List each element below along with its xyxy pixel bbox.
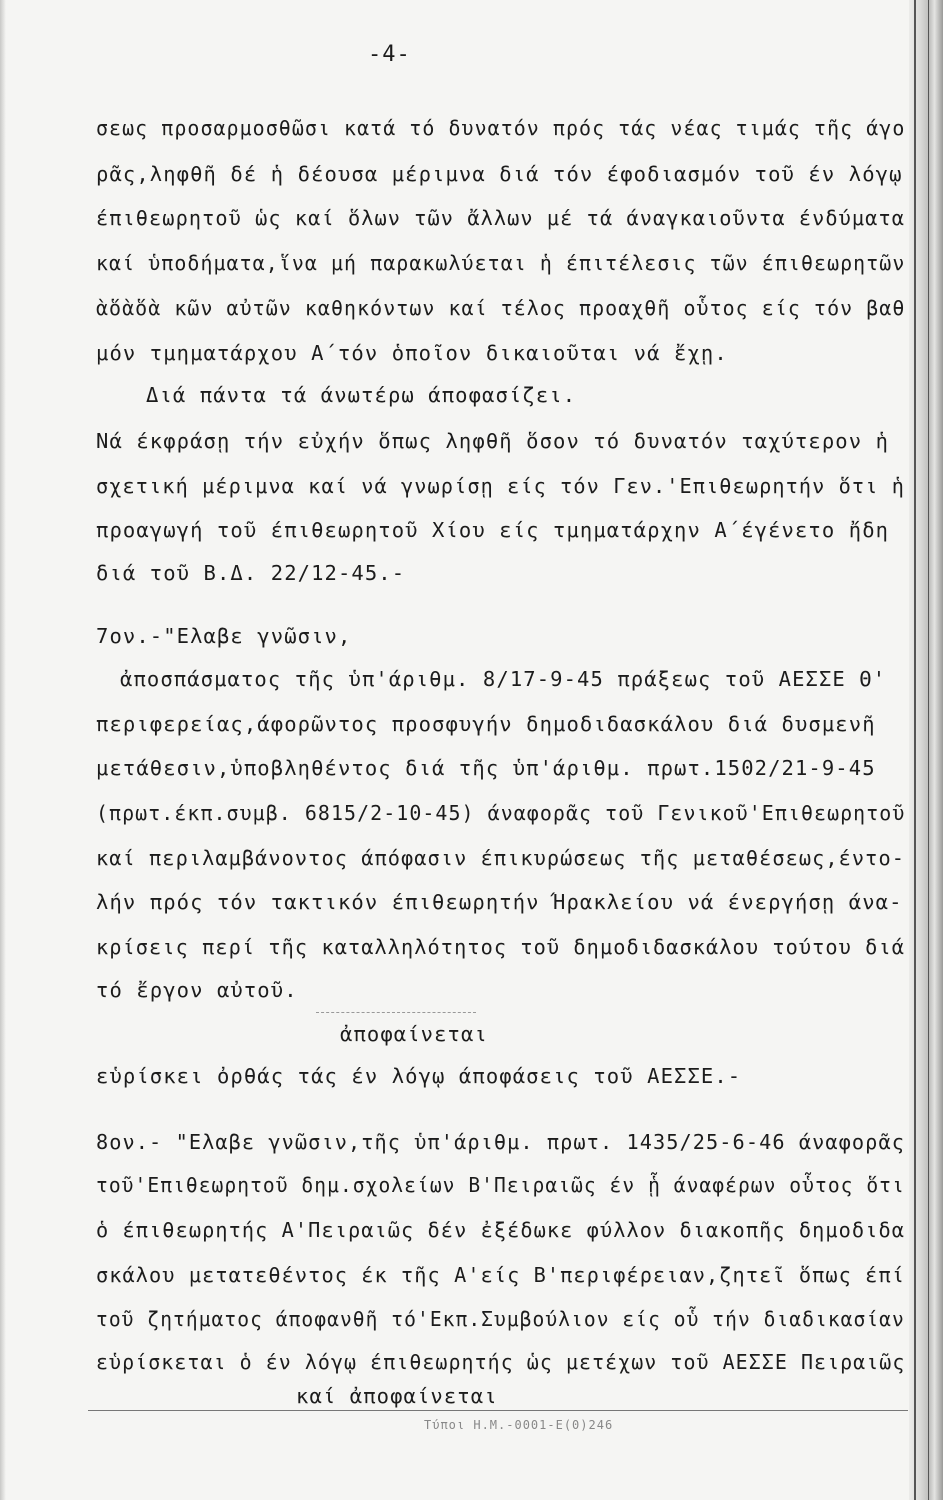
text-line: καί περιλαμβάνοντος άπόφασιν έπικυρώσεως τῆς μεταθέσεως,έντο- (96, 846, 905, 870)
text-line: μετάθεσιν,ὑποβληθέντος διά τῆς ὑπ'άριθμ. πρωτ.1502/21-9-45 (96, 756, 876, 780)
text-line: ρᾶς,ληφθῆ δέ ἡ δέουσα μέριμνα διά τόν έφοδιασμόν τοῦ έν λόγῳ (96, 162, 903, 186)
text-line: ἀποσπάσματος τῆς ὑπ'άριθμ. 8/17-9-45 πράξεως τοῦ ΑΕΣΣΕ Θ' (120, 667, 887, 691)
text-line: λήν πρός τόν τακτικόν έπιθεωρητήν Ήρακλείου νά ένεργήσῃ άνα- (96, 890, 903, 914)
text-line: καί ὑποδήματα,ἵνα μή παρακωλύεται ἡ έπιτέλεσις τῶν έπιθεωρητῶν (96, 251, 906, 275)
page-number: -4- (368, 42, 411, 67)
text-line: εὑρίσκεται ὁ έν λόγῳ έπιθεωρητής ὡς μετέχων τοῦ ΑΕΣΣΕ Πειραιῶς (96, 1350, 906, 1374)
text-line: περιφερείας,άφορῶντος προσφυγήν δημοδιδασκάλου διά δυσμενῆ (96, 712, 876, 736)
text-line: σκάλου μετατεθέντος έκ τῆς Α'είς Β'περιφέρειαν,ζητεῖ ὅπως έπί (96, 1263, 905, 1287)
heading-rule (316, 1012, 476, 1013)
text-line: τοῦ'Επιθεωρητοῦ δημ.σχολείων Β'Πειραιῶς έν ᾗ άναφέρων οὗτος ὅτι (96, 1173, 905, 1197)
text-line: κρίσεις περί τῆς καταλληλότητος τοῦ δημοδιδασκάλου τούτου διά (96, 935, 905, 959)
text-line: διά τοῦ Β.Δ. 22/12-45.- (96, 561, 406, 585)
text-line: εὑρίσκει ὀρθάς τάς έν λόγῳ άποφάσεις τοῦ ΑΕΣΣΕ.- (96, 1064, 742, 1088)
bottom-rule (88, 1410, 908, 1411)
page-left-edge (0, 0, 6, 1500)
text-line: (πρωτ.έκπ.συμβ. 6815/2-10-45) άναφορᾶς τοῦ Γενικοῦ'Επιθεωρητοῦ (96, 801, 906, 825)
text-line: ἀποφαίνεται (340, 1022, 488, 1046)
text-line: καί ἀποφαίνεται (296, 1384, 498, 1408)
text-line: ὰὅὰὅὰ κῶν αὐτῶν καθηκόντων καί τέλος προαχθῆ οὗτος είς τόν βαθ (96, 296, 906, 320)
text-line: ὁ έπιθεωρητής Α'Πειραιῶς δέν ἐξέδωκε φύλλον διακοπῆς δημοδιδα (96, 1218, 905, 1242)
text-line: τοῦ ζητήματος άποφανθῆ τό'Εκπ.Συμβούλιον είς οὗ τήν διαδικασίαν (96, 1307, 905, 1331)
text-line: τό ἔργον αὐτοῦ. (96, 978, 298, 1002)
text-line: σεως προσαρμοσθῶσι κατά τό δυνατόν πρός τάς νέας τιμάς τῆς άγο (96, 116, 906, 140)
binding-line-2 (928, 0, 929, 1500)
text-line: 7ον.-"Ελαβε γνῶσιν, (96, 624, 352, 648)
text-line: μόν τμηματάρχου Α΄τόν ὁποῖον δικαιοῦται νά ἔχῃ. (96, 341, 728, 365)
binding-line (914, 0, 916, 1500)
text-line: έπιθεωρητοῦ ὡς καί ὅλων τῶν ἄλλων μέ τά άναγκαιοῦντα ένδύματα (96, 206, 905, 230)
text-line: Νά έκφράσῃ τήν εὐχήν ὅπως ληφθῆ ὅσον τό δυνατόν ταχύτερον ἡ (96, 429, 890, 453)
printer-footer: Τύποι Η.Μ.-0001-Ε(0)246 (424, 1418, 614, 1432)
text-line: Διά πάντα τά άνωτέρω άποφασίζει. (146, 383, 577, 407)
text-line: προαγωγή τοῦ έπιθεωρητοῦ Χίου είς τμηματάρχην Α΄έγένετο ἤδη (96, 518, 890, 542)
text-line: σχετική μέριμνα καί νά γνωρίσῃ είς τόν Γεν.'Επιθεωρητήν ὅτι ἡ (96, 474, 905, 498)
text-line: 8ον.- "Ελαβε γνῶσιν,τῆς ὑπ'άριθμ. πρωτ. 1435/25-6-46 άναφορᾶς (96, 1130, 905, 1154)
